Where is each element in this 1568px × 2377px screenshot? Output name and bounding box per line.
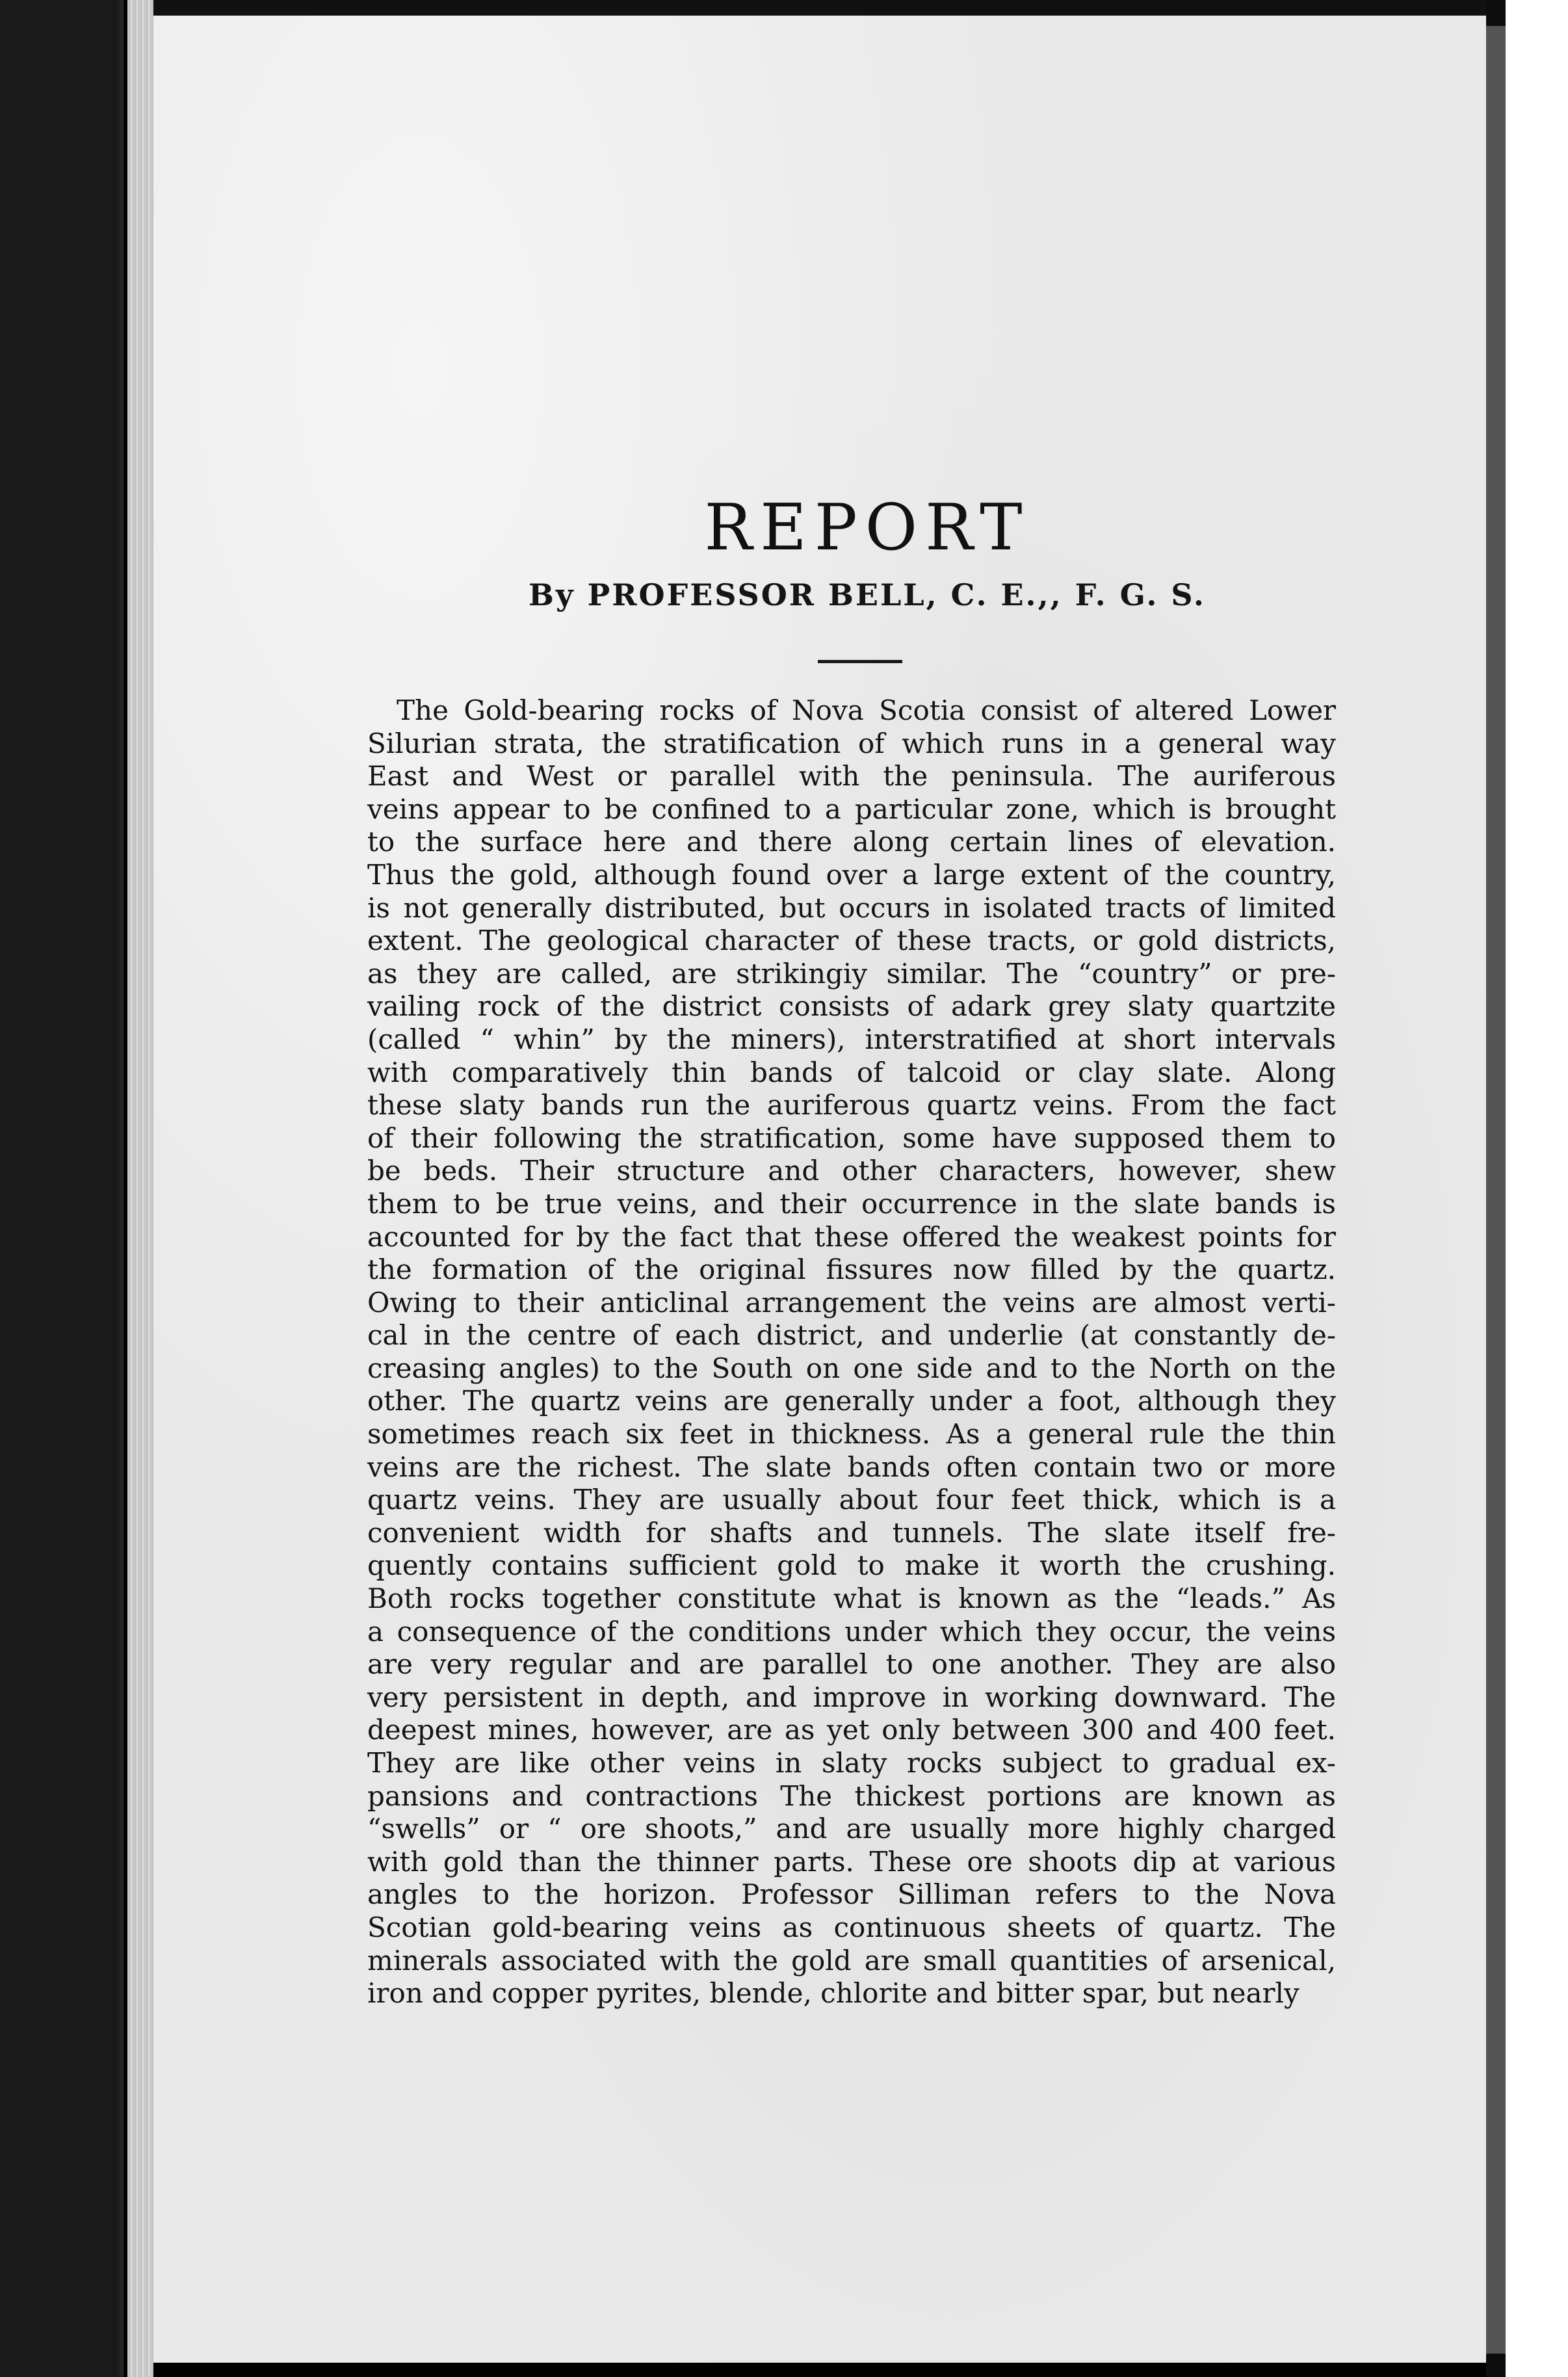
text-line: of their following the stratification, some have supposed them to <box>367 1122 1336 1154</box>
text-line: be beds. Their structure and other characters, however, shew <box>367 1155 1336 1187</box>
text-line: East and West or parallel with the peninsula. The auriferous <box>367 760 1336 793</box>
text-line: these slaty bands run the auriferous quartz veins. From the fact <box>367 1089 1336 1122</box>
text-line: to the surface here and there along certain lines of elevation. <box>367 826 1336 858</box>
text-line: other. The quartz veins are generally under a foot, although they <box>367 1385 1336 1417</box>
text-line: Scotian gold-bearing veins as continuous sheets of quartz. The <box>367 1911 1336 1943</box>
text-line: accounted for by the fact that these offered the weakest points for <box>367 1220 1336 1253</box>
text-line: Silurian strata, the stratification of which runs in a general way <box>367 727 1336 759</box>
report-title: REPORT <box>704 491 1030 565</box>
page-binding-edge <box>1486 26 1506 2354</box>
text-line: Both rocks together constitute what is known as the “leads.” As <box>367 1582 1336 1615</box>
text-line: as they are called, are strikingiy similar. The “country” or pre- <box>367 957 1336 990</box>
text-line: The Gold-bearing rocks of Nova Scotia consist of altered Lower <box>397 694 1336 726</box>
text-line: very persistent in depth, and improve in working downward. The <box>367 1681 1336 1713</box>
text-line: the formation of the original fissures now filled by the quartz. <box>367 1254 1336 1286</box>
text-line: a consequence of the conditions under which they occur, the veins <box>367 1615 1336 1648</box>
report-body <box>367 694 1336 2010</box>
page-edges <box>127 0 153 2377</box>
text-line: quently contains sufficient gold to make it worth the crushing. <box>367 1549 1336 1582</box>
text-line: (called “ whin” by the miners), interstratified at short intervals <box>367 1023 1336 1055</box>
text-line: pansions and contractions The thickest portions are known as <box>367 1779 1336 1812</box>
text-line: veins are the richest. The slate bands often contain two or more <box>367 1451 1336 1483</box>
text-line: quartz veins. They are usually about four feet thick, which is a <box>367 1484 1336 1516</box>
text-line: are very regular and are parallel to one another. They are also <box>367 1648 1336 1681</box>
text-line: them to be true veins, and their occurrence in the slate bands is <box>367 1187 1336 1220</box>
title-rule <box>818 660 902 663</box>
scan-right-border <box>1506 0 1568 2377</box>
text-line: creasing angles) to the South on one side and to the North on the <box>367 1352 1336 1384</box>
scan-top-margin <box>153 0 1486 16</box>
text-line: deepest mines, however, are as yet only between 300 and 400 feet. <box>367 1714 1336 1746</box>
text-line: with comparatively thin bands of talcoid or clay slate. Along <box>367 1056 1336 1088</box>
text-line: with gold than the thinner parts. These ore shoots dip at various <box>367 1845 1336 1878</box>
text-line: sometimes reach six feet in thickness. As a general rule the thin <box>367 1418 1336 1451</box>
text-line: minerals associated with the gold are small quantities of arsenical, <box>367 1944 1336 1976</box>
text-line: cal in the centre of each district, and underlie (at constantly de- <box>367 1319 1336 1352</box>
text-line: They are like other veins in slaty rocks subject to gradual ex- <box>367 1747 1336 1779</box>
text-line: angles to the horizon. Professor Silliman refers to the Nova <box>367 1878 1336 1911</box>
text-line: extent. The geological character of these tracts, or gold districts, <box>367 925 1336 957</box>
text-line: vailing rock of the district consists of adark grey slaty quartzite <box>367 990 1336 1023</box>
text-line: iron and copper pyrites, blende, chlorite and bitter spar, but nearly <box>367 1977 1300 2010</box>
scan-left-margin <box>0 0 124 2377</box>
text-line: Owing to their anticlinal arrangement the veins are almost verti- <box>367 1286 1336 1319</box>
report-byline: By PROFESSOR BELL, C. E.,, F. G. S. <box>529 577 1206 612</box>
text-line: is not generally distributed, but occurs in isolated tracts of limited <box>367 891 1336 924</box>
text-line: Thus the gold, although found over a large extent of the country, <box>367 858 1336 891</box>
text-line: veins appear to be confined to a particular zone, which is brought <box>367 793 1336 825</box>
text-line: “swells” or “ ore shoots,” and are usually more highly charged <box>367 1813 1336 1845</box>
text-line: convenient width for shafts and tunnels. The slate itself fre- <box>367 1516 1336 1549</box>
